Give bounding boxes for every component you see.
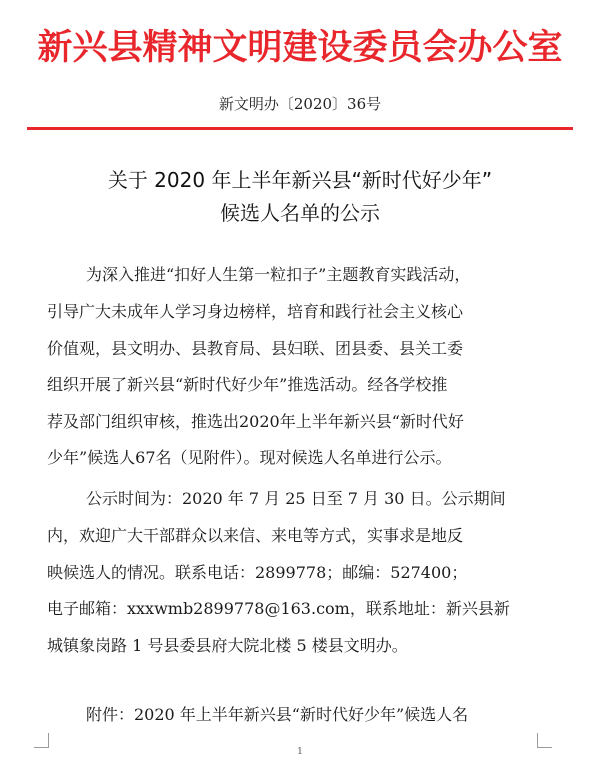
red-divider-line bbox=[27, 127, 573, 130]
paragraph1-line: 引导广大未成年人学习身边榜样，培育和践行社会主义核心 bbox=[47, 302, 464, 321]
paragraph2-line: 映候选人的情况。联系电话：2899778；邮编：527400； bbox=[47, 563, 468, 582]
paragraph2-line: 内，欢迎广大干部群众以来信、来电等方式，实事求是地反 bbox=[47, 526, 464, 545]
document-title-line-2: 候选人名单的公示 bbox=[220, 201, 380, 225]
paragraph1-line: 为深入推进“扣好人生第一粒扣子”主题教育实践活动， bbox=[86, 265, 471, 284]
document-number: 新文明办〔2020〕36号 bbox=[218, 95, 382, 113]
paragraph1-line: 价值观，县文明办、县教育局、县妇联、团县委、县关工委 bbox=[47, 339, 464, 358]
issuing-office-title: 新兴县精神文明建设委员会办公室 bbox=[37, 28, 563, 68]
document-title-line-1: 关于 2020 年上半年新兴县“新时代好少年” bbox=[107, 168, 493, 192]
paragraph2-line: 公示时间为：2020 年 7 月 25 日至 7 月 30 日。公示期间 bbox=[86, 489, 506, 508]
paragraph2-line: 城镇象岗路 1 号县委县府大院北楼 5 楼县文明办。 bbox=[47, 636, 408, 655]
paragraph2-line: 电子邮箱：xxxwmb2899778@163.com，联系地址：新兴县新 bbox=[47, 599, 510, 618]
paragraph1-line: 荐及部门组织审核，推选出2020年上半年新兴县“新时代好 bbox=[47, 412, 464, 431]
attachment-line: 附件：2020 年上半年新兴县“新时代好少年”候选人名 bbox=[86, 705, 469, 724]
paragraph1-line: 组织开展了新兴县“新时代好少年”推选活动。经各学校推 bbox=[47, 375, 448, 394]
page-number: 1 bbox=[297, 747, 303, 757]
paragraph1-line: 少年”候选人67名（见附件）。现对候选人名单进行公示。 bbox=[47, 448, 452, 467]
